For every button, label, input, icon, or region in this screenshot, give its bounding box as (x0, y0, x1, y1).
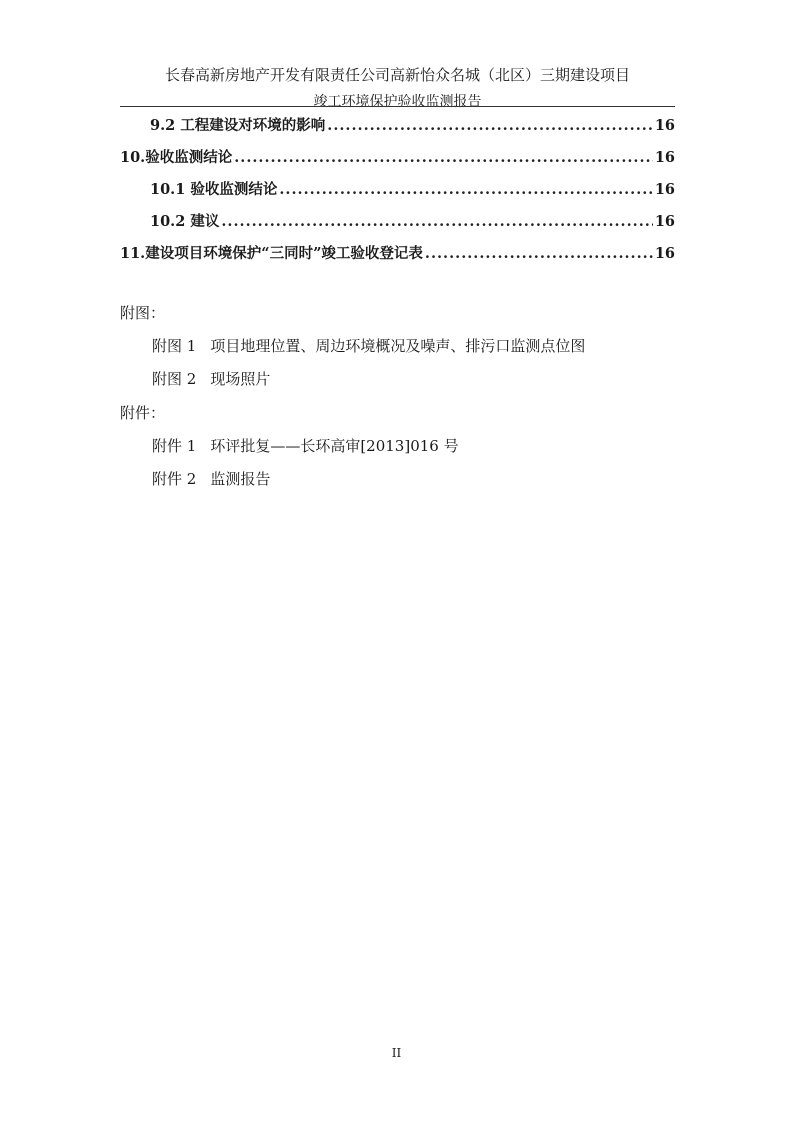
figure-number: 附图 1 (152, 337, 197, 355)
toc-entry[interactable] (120, 242, 675, 274)
figure-title: 现场照片 (210, 370, 271, 388)
figures-heading: 附图： (120, 304, 166, 322)
toc-entry-label: 11.建设项目环境保护“三同时”竣工验收登记表 (120, 245, 423, 262)
toc-entry[interactable] (120, 178, 675, 210)
toc-entry-label: 10.验收监测结论 (120, 149, 233, 166)
toc-entry-page: 16 (654, 245, 675, 262)
figure-item (120, 330, 675, 363)
toc-leader-dots (327, 117, 653, 134)
toc-entry-label: 9.2 工程建设对环境的影响 (150, 117, 326, 134)
attachments-heading: 附件： (120, 404, 166, 422)
toc-entry-label: 10.2 建议 (150, 213, 220, 230)
toc-leader-dots (221, 213, 652, 230)
page-number: II (391, 1046, 402, 1060)
toc-entry-page: 16 (654, 117, 675, 134)
toc-entry-page: 16 (654, 213, 675, 230)
attachment-title: 环评批复——长环高审[2013]016 号 (210, 437, 459, 455)
attachment-title: 监测报告 (210, 470, 271, 488)
attachment-number: 附件 2 (152, 470, 197, 488)
figure-number: 附图 2 (152, 370, 197, 388)
header-subtitle: 竣工环境保护验收监测报告 (313, 94, 482, 110)
toc-entry-page: 16 (654, 149, 675, 166)
page-header (120, 64, 675, 86)
figure-title: 项目地理位置、周边环境概况及噪声、排污口监测点位图 (210, 337, 586, 355)
attachment-item (120, 463, 675, 496)
toc-entry[interactable] (120, 114, 675, 146)
toc-entry[interactable] (120, 210, 675, 242)
appendix-list (120, 296, 675, 496)
toc-entry[interactable] (120, 146, 675, 178)
header-divider (120, 106, 675, 107)
toc-leader-dots (279, 181, 652, 198)
attachment-item (120, 430, 675, 463)
toc-leader-dots (425, 245, 653, 262)
table-of-contents (120, 114, 675, 274)
toc-entry-label: 10.1 验收监测结论 (150, 181, 278, 198)
header-title: 长春高新房地产开发有限责任公司高新怡众名城（北区）三期建设项目 (164, 66, 630, 84)
toc-entry-page: 16 (654, 181, 675, 198)
toc-leader-dots (234, 149, 653, 166)
attachment-number: 附件 1 (152, 437, 197, 455)
figure-item (120, 363, 675, 396)
